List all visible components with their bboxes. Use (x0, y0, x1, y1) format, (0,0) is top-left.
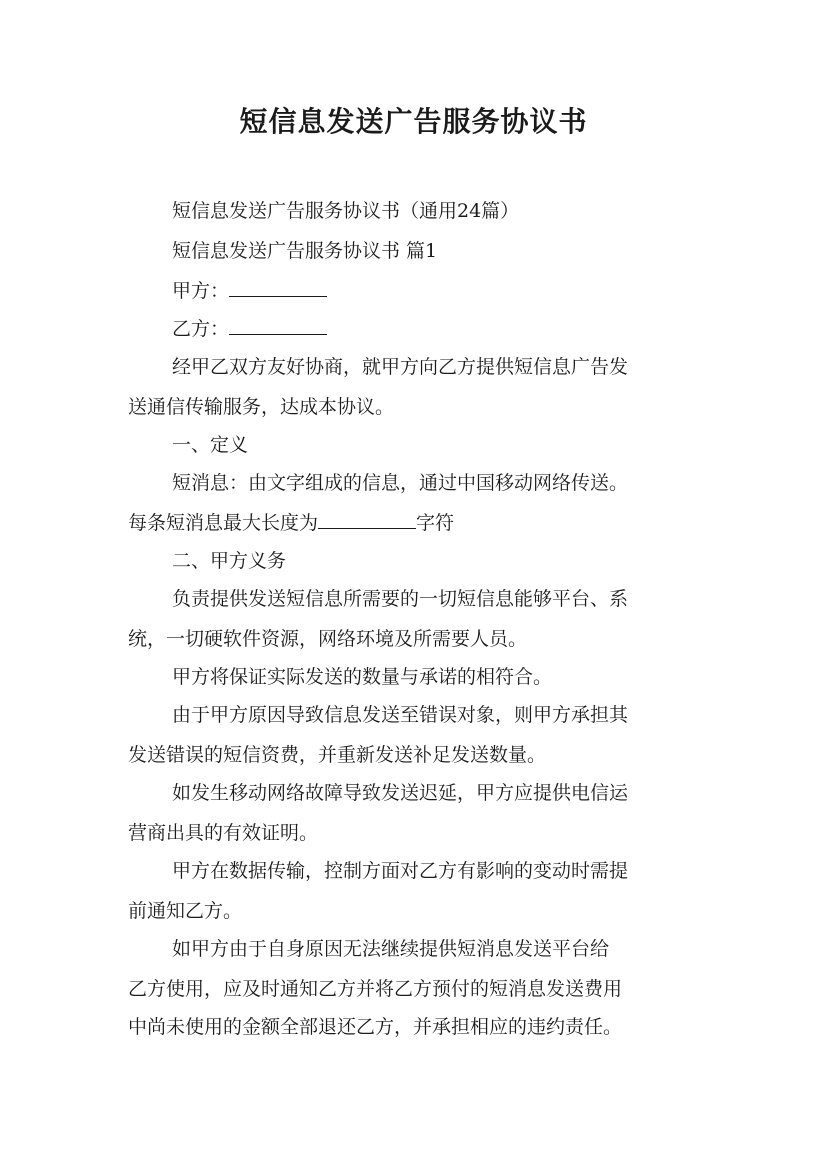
paragraph-1-line-1: 负责提供发送短信息所需要的一切短信息能够平台、系 (172, 588, 629, 610)
paragraph-3-line-2: 发送错误的短信资费，并重新发送补足发送数量。 (128, 744, 547, 766)
party-a-line (172, 278, 712, 304)
document-title: 短信息发送广告服务协议书 (239, 105, 588, 138)
party-b-blank (229, 318, 327, 335)
party-a-label: 甲方： (172, 280, 230, 302)
definition-line-2 (128, 510, 708, 536)
paragraph-2-line-1: 甲方将保证实际发送的数量与承诺的相符合。 (172, 666, 553, 688)
intro-line-1: 经甲乙双方友好协商，就甲方向乙方提供短信息广告发 (172, 356, 629, 378)
paragraph-6-line-2: 乙方使用，应及时通知乙方并将乙方预付的短消息发送费用 (128, 978, 623, 1000)
party-a-blank (229, 280, 327, 297)
paragraph-1-line-2: 统，一切硬软件资源，网络环境及所需要人员。 (128, 628, 528, 650)
paragraph-4-line-2: 营商出具的有效证明。 (128, 822, 319, 844)
definition-suffix: 字符 (416, 512, 455, 534)
section-heading: 短信息发送广告服务协议书 篇1 (172, 240, 438, 262)
document-subtitle: 短信息发送广告服务协议书（通用24篇） (172, 200, 520, 222)
heading-definitions: 一、定义 (172, 434, 249, 456)
intro-line-2: 送通信传输服务，达成本协议。 (128, 396, 395, 418)
paragraph-5-line-1: 甲方在数据传输，控制方面对乙方有影响的变动时需提 (172, 860, 629, 882)
max-length-blank (318, 512, 416, 529)
party-b-label: 乙方： (172, 318, 230, 340)
paragraph-3-line-1: 由于甲方原因导致信息发送至错误对象，则甲方承担其 (172, 704, 629, 726)
paragraph-5-line-2: 前通知乙方。 (128, 900, 243, 922)
definition-prefix: 每条短消息最大长度为 (128, 512, 319, 534)
paragraph-6-line-1: 如甲方由于自身原因无法继续提供短消息发送平台给 (172, 938, 610, 960)
heading-party-a-duties: 二、甲方义务 (172, 550, 287, 572)
paragraph-6-line-3: 中尚未使用的金额全部退还乙方，并承担相应的违约责任。 (128, 1016, 623, 1038)
paragraph-4-line-1: 如发生移动网络故障导致发送迟延，甲方应提供电信运 (172, 782, 629, 804)
party-b-line (172, 316, 712, 342)
definition-line-1: 短消息：由文字组成的信息，通过中国移动网络传送。 (172, 472, 629, 494)
